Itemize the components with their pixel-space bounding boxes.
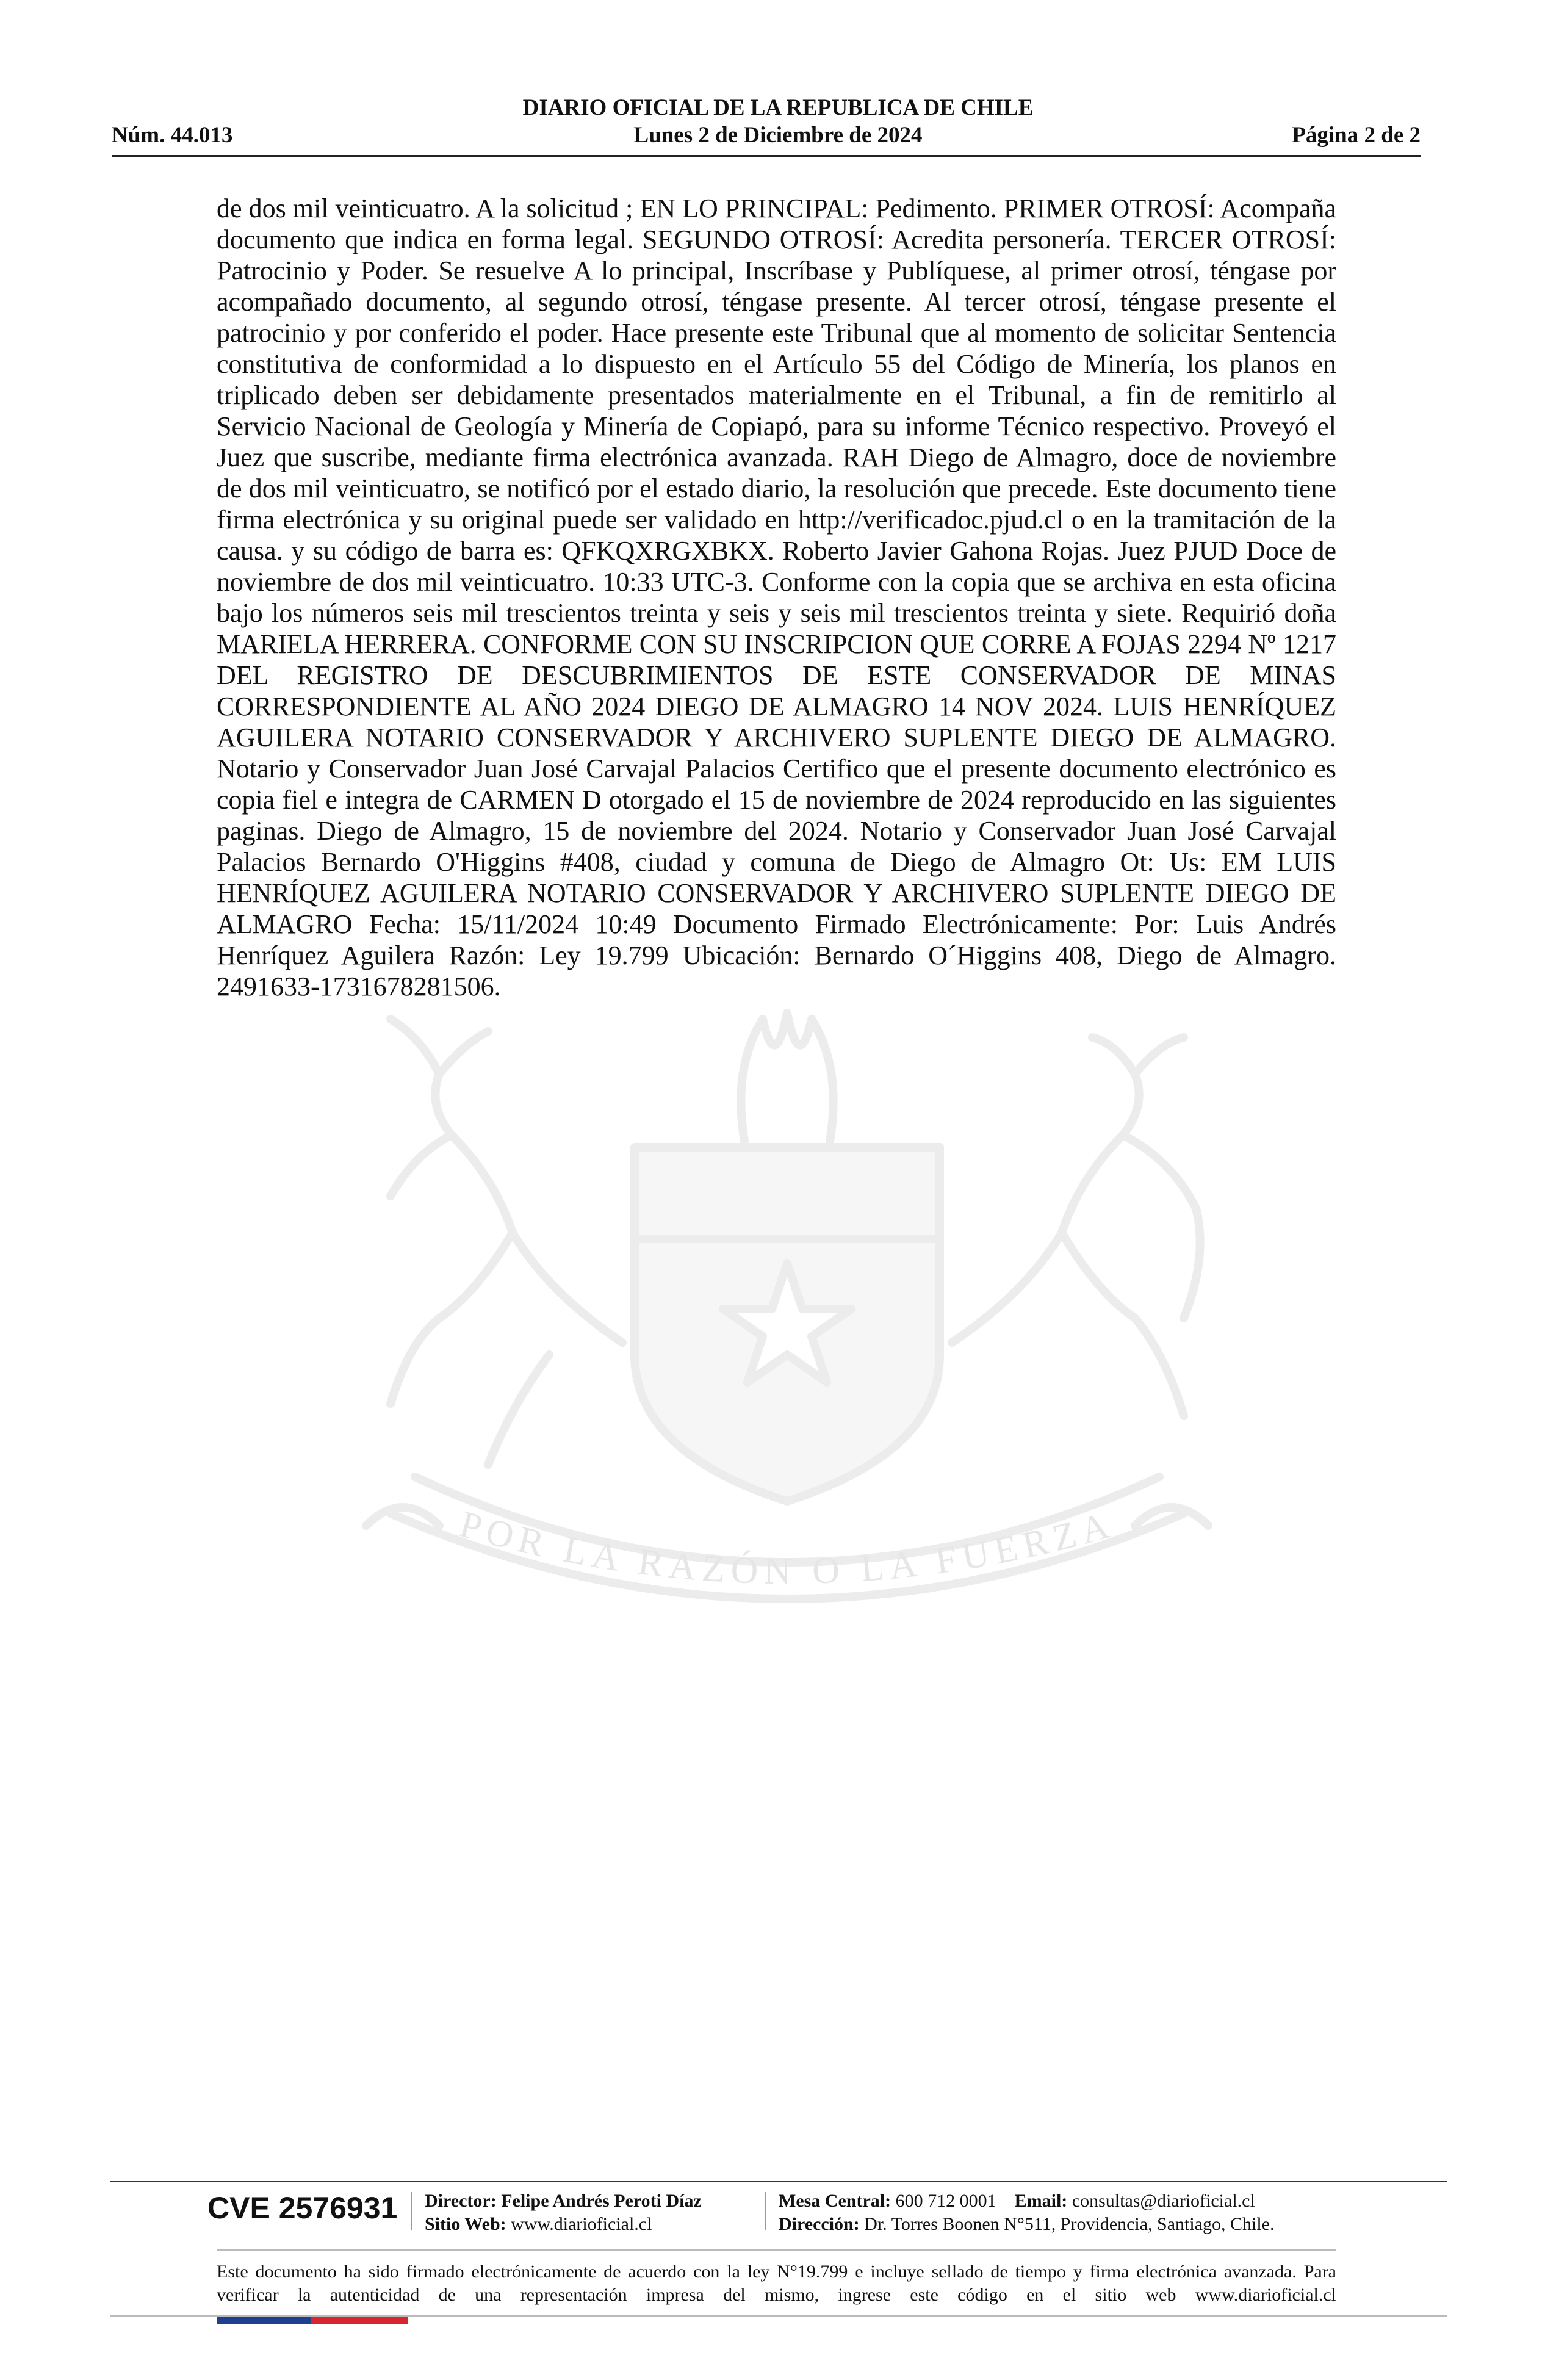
- issue-number: Núm. 44.013: [112, 123, 233, 148]
- email-link[interactable]: consultas@diarioficial.cl: [1072, 2191, 1255, 2211]
- signature-notice: Este documento ha sido firmado electrónicamente de acuerdo con la ley N°19.799 e incluye sellado de tiempo y firma electrónica avanzada. Para verificar la autenticidad de una representación impresa del mismo, ingrese este código en el sitio web www.diarioficial.cl: [217, 2262, 1336, 2305]
- header-divider: [112, 155, 1421, 157]
- footer-divider-bottom: [110, 2315, 1447, 2317]
- website-link[interactable]: www.diarioficial.cl: [511, 2214, 652, 2234]
- footer-director-block: [425, 2190, 702, 2236]
- footer-contact-block: [779, 2190, 1275, 2236]
- coat-of-arms-watermark: [207, 976, 1367, 1678]
- address-label: Dirección:: [779, 2214, 860, 2234]
- footer-divider-middle: [217, 2249, 1336, 2251]
- watermark-motto: POR LA RAZÓN O LA FUERZA: [455, 1503, 1120, 1593]
- director-label: Director:: [425, 2191, 497, 2211]
- mesa-label: Mesa Central:: [779, 2191, 891, 2211]
- body-paragraph: de dos mil veinticuatro. A la solicitud ; EN LO PRINCIPAL: Pedimento. PRIMER OTROSÍ: Acompaña documento que indica en forma legal. SEGUNDO OTROSÍ: Acredita personería. TERCER OTROSÍ: Patrocinio y Poder. Se resuelve A lo principal, Inscríbase y Publíquese, al primer otrosí, téngase por acompañado documento, al segundo otrosí, téngase presente. Al tercer otrosí, téngase presente el patrocinio y por conferido el poder. Hace presente este Tribunal que al momento de solicitar Sentencia constitutiva de conformidad a lo dispuesto en el Artículo 55 del Código de Minería, los planos en triplicado deben ser debidamente presentados materialmente en el Tribunal, a fin de remitirlo al Servicio Nacional de Geología y Minería de Copiapó, para su informe Técnico respectivo. Proveyó el Juez que suscribe, mediante firma electrónica avanzada. RAH Diego de Almagro, doce de noviembre de dos mil veinticuatro, se notificó por el estado diario, la resolución que precede. Este documento tiene firma electrónica y su original puede ser validado en http://verificadoc.pjud.cl o en la tramitación de la causa. y su código de barra es: QFKQXRGXBKX. Roberto Javier Gahona Rojas. Juez PJUD Doce de noviembre de dos mil veinticuatro. 10:33 UTC-3. Conforme con la copia que se archiva en esta oficina bajo los números seis mil trescientos treinta y seis y seis mil trescientos treinta y siete. Requirió doña MARIELA HERRERA. CONFORME CON SU INSCRIPCION QUE CORRE A FOJAS 2294 Nº 1217 DEL REGISTRO DE DESCUBRIMIENTOS DE ESTE CONSERVADOR DE MINAS CORRESPONDIENTE AL AÑO 2024 DIEGO DE ALMAGRO 14 NOV 2024. LUIS HENRÍQUEZ AGUILERA NOTARIO CONSERVADOR Y ARCHIVERO SUPLENTE DIEGO DE ALMAGRO. Notario y Conservador Juan José Carvajal Palacios Certifico que el presente documento electrónico es copia fiel e integra de CARMEN D otorgado el 15 de noviembre de 2024 reproducido en las siguientes paginas. Diego de Almagro, 15 de noviembre del 2024. Notario y Conservador Juan José Carvajal Palacios Bernardo O'Higgins #408, ciudad y comuna de Diego de Almagro Ot: Us: EM LUIS HENRÍQUEZ AGUILERA NOTARIO CONSERVADOR Y ARCHIVERO SUPLENTE DIEGO DE ALMAGRO Fecha: 15/11/2024 10:49 Documento Firmado Electrónicamente: Por: Luis Andrés Henríquez Aguilera Razón: Ley 19.799 Ubicación: Bernardo O´Higgins 408, Diego de Almagro. 2491633-1731678281506.: [217, 193, 1336, 1001]
- page-number: Página 2 de 2: [1292, 123, 1421, 148]
- publication-date: Lunes 2 de Diciembre de 2024: [633, 123, 923, 148]
- publication-title: DIARIO OFICIAL DE LA REPUBLICA DE CHILE: [522, 95, 1034, 120]
- footer-divider-top: [110, 2181, 1447, 2182]
- director-name: Felipe Andrés Peroti Díaz: [501, 2191, 702, 2211]
- email-label: Email:: [1014, 2191, 1068, 2211]
- footer-separator: [765, 2192, 766, 2230]
- mesa-phone: 600 712 0001: [895, 2191, 996, 2211]
- website-label: Sitio Web:: [425, 2214, 506, 2234]
- cve-code: CVE 2576931: [207, 2191, 398, 2225]
- footer-separator: [411, 2192, 412, 2230]
- flag-stripe-blue: [217, 2317, 311, 2324]
- address-text: Dr. Torres Boonen N°511, Providencia, Santiago, Chile.: [864, 2214, 1275, 2234]
- flag-stripe-red: [311, 2317, 408, 2324]
